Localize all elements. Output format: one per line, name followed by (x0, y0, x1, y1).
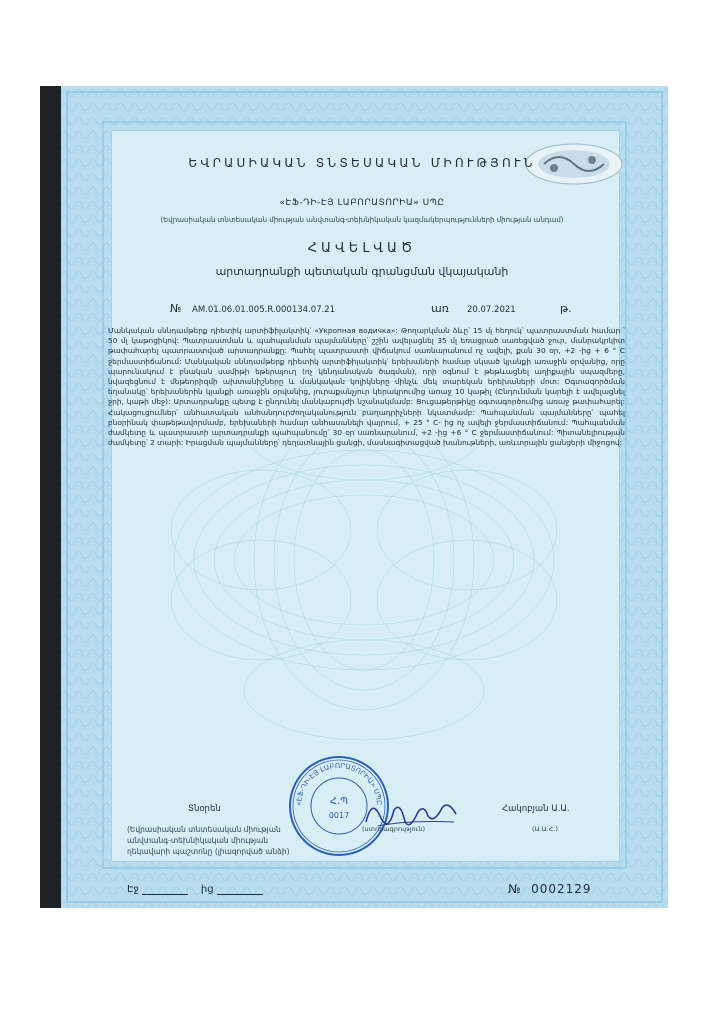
document-subtitle: արտադրանքի պետական գրանցման վկայականի (215, 265, 509, 278)
document-title: ՀԱՎԵԼՎԱԾ (307, 241, 417, 256)
date-word: առ (431, 302, 449, 315)
stamp-ring-text: «ԷՖ-ԴԻ-ԷՅ ԼԱԲՈՐԱՏՈՐԻԱ» ՍՊԸ (294, 761, 384, 807)
serial-value: 0002129 (531, 882, 592, 896)
director-note-line-3: ղեկավարի պաշտոնը (լիազորված անձի) (127, 847, 290, 856)
page-counter (127, 884, 263, 895)
director-note-line-1: (Եվրասիական տնտեսական միության (127, 825, 281, 834)
organization-name: «ԷՖ-ԴԻ-ԷՅ ԼԱԲՈՐԱՏՈՐԻԱ» ՍՊԸ (279, 198, 445, 208)
page-blank-line (217, 894, 263, 895)
director-title: Տնօրեն (188, 804, 221, 814)
number-symbol: № (170, 302, 182, 315)
registration-date: 20.07.2021 (467, 305, 516, 315)
serial-number (508, 882, 592, 896)
guilloche-rosette (111, 130, 618, 860)
product-description: Մանկական սննդամթերք դիետիկ արտիֆիլակտիկ՝ «Укропная водичка»: Թողարկման ձևը՝ 15 մլ հեղուկ՝ պատրաստման համար ՝ 50 մլ կաթոցիկով: Պատրաստման և պահպանման պայմանները՝ շշին ավելացնել 35 մլ եռացրած սառեցված ջուր, մանրակրկիտ թափահարել պատրաստված արտադրանքը: Պահել պատրաստի վիճակում սառնարանում ոչ ավելի, քան 30 օր, +2 -ից + 6 ° C ջերմաստիճանում: Մանկական սննդամթերք դիետիկ արտիֆիլակտիկ՝ երեխաների համար սկսած կյանքի առաջին օրվանից, որը պարունակում է բնական սամիթի եթերայուղ (ոչ կենդանական ծագման), որի օգնում է թեթևացնել աղիքային սպազմերը, նվազեցնում է մեթեորիզմի ախտանիշները և մանկական կոլիկները մինչև մեկ տարեկան երեխաների մոտ: Օգտագործման եղանակը՝ երեխաներին կյանքի առաջին օրվանից, յուրաքանչյուր կերակրումից առաջ 10 կաթիլ (Ընդունման կարելի է ավելացնել ջրի, կաթի մեջ): Արտադրանքը պետք է ընդունել մանկաբույժի նշանակմամբ: Ցուցաթերթիկը օգտագործումից առաջ թափահարել: Հակացուցումներ՝ անհատական անհանդուրժողականություն բաղադրիչների նկատմամբ: Պահպանման պայմանները՝ պահել բնօրինակ փաթեթավորմամբ, երեխաների համար անհասանելի վայրում, + 25 ° C- ից ոչ ավելի ջերմաստիճանում: Պահպանման ժամկետը և պատրաստի արտադրանքի պահպանումը՝ 30 օր սառնարանում, +2 -ից +6 ° C ջերմաստիճանում: Պիտանելիության ժամկետը՝ 2 տարի: Իրացման պայմանները՝ դեղատնային ցանցի, մասնագիտացված խանութների, առևտրային ցանցերի միջոցով: (108, 326, 625, 448)
book-blank-line (142, 894, 188, 895)
serial-symbol: № (508, 882, 522, 896)
year-mark: թ. (560, 302, 572, 315)
stamp-code: 0017 (328, 811, 350, 820)
stamp-center-text: Հ.Պ (329, 796, 349, 807)
union-title: ԵՎՐԱՍԻԱԿԱՆ ՏՆՏԵՍԱԿԱՆ ՄԻՈՒԹՅՈՒՆ (188, 156, 536, 170)
signatory-name: Հակոբյան Ա.Ա. (502, 804, 570, 814)
signatory-note: (Ա.Ա.Հ.) (532, 825, 558, 833)
organization-note: (Եվրասիական տնտեսական միության անվտանգ-տեխնիկական կազմակերպությունների միության անդամ) (160, 216, 564, 224)
scan-edge-bar (40, 86, 61, 908)
page-label: ից (200, 884, 214, 895)
director-note-line-2: անվտանգ-տեխնիկական միության (127, 836, 269, 845)
signature-note: (ստորագրություն) (362, 825, 426, 833)
book-label: Էջ (127, 884, 140, 895)
registration-number: AM.01.06.01.005.R.000134.07.21 (192, 305, 336, 315)
